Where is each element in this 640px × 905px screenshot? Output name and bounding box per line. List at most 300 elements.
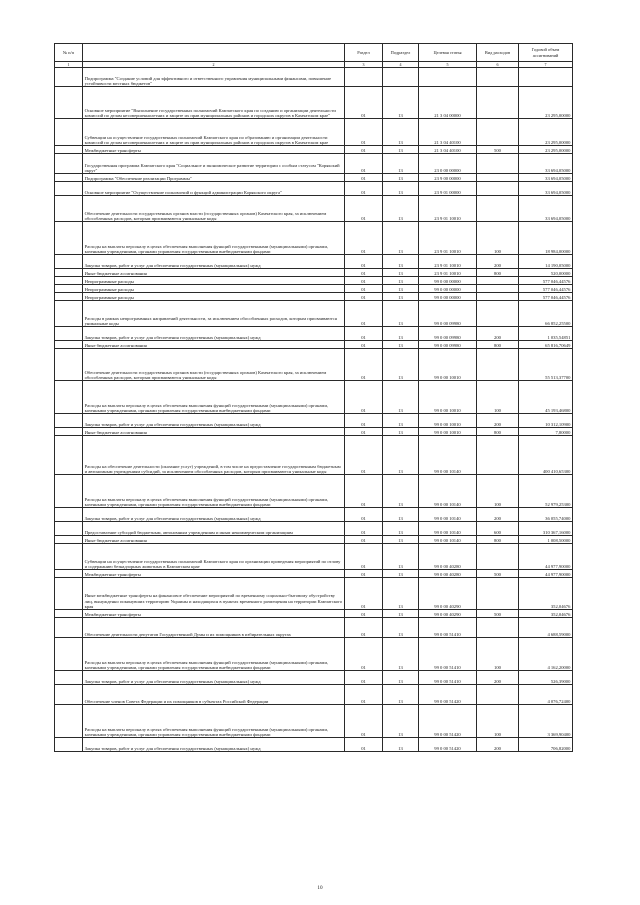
row-amount: 10 312,10900 xyxy=(519,414,573,428)
row-expense-kind: 200 xyxy=(477,671,519,685)
row-target-article: 99 0 00 00000 xyxy=(419,277,477,285)
budget-table xyxy=(54,43,573,752)
row-number xyxy=(55,269,83,277)
row-number xyxy=(55,277,83,285)
row-amount: 520,00000 xyxy=(519,269,573,277)
row-expense-kind xyxy=(477,196,519,222)
table-row xyxy=(55,578,573,610)
header-name xyxy=(83,44,345,62)
row-subsection: 13 xyxy=(383,154,419,174)
row-section: 01 xyxy=(345,428,383,436)
row-expense-kind: 800 xyxy=(477,269,519,277)
table-row xyxy=(55,508,573,522)
row-section: 01 xyxy=(345,349,383,381)
row-section: 01 xyxy=(345,705,383,738)
row-subsection: 13 xyxy=(383,381,419,414)
row-section xyxy=(345,68,383,87)
row-subsection: 13 xyxy=(383,428,419,436)
row-name: Непрограммные расходы xyxy=(83,277,345,285)
row-subsection: 13 xyxy=(383,327,419,341)
row-name: Закупка товаров, работ и услуг для обеспечения государственных (муниципальных) нужд xyxy=(83,414,345,428)
row-amount: 36 055,74000 xyxy=(519,508,573,522)
row-amount: 526,39000 xyxy=(519,671,573,685)
row-amount: 400 410,65300 xyxy=(519,436,573,475)
row-target-article: 21 3 04 00000 xyxy=(419,87,477,119)
row-amount: 352,04676 xyxy=(519,578,573,610)
row-name: Государственная программа Камчатского края "Социальное и экономическое развитие территории с особым статусом "Корякский округ" xyxy=(83,154,345,174)
row-number xyxy=(55,255,83,269)
row-amount: 44 977,90000 xyxy=(519,570,573,578)
row-target-article: 99 0 00 40280 xyxy=(419,544,477,570)
row-amount: 4 162,20000 xyxy=(519,638,573,671)
row-expense-kind xyxy=(477,618,519,638)
row-expense-kind xyxy=(477,301,519,327)
column-number: 6 xyxy=(477,62,519,68)
row-number xyxy=(55,705,83,738)
row-expense-kind: 800 xyxy=(477,341,519,349)
row-name: Закупка товаров, работ и услуг для обеспечения государственных (муниципальных) нужд xyxy=(83,738,345,752)
row-number xyxy=(55,610,83,618)
table-row xyxy=(55,301,573,327)
row-target-article: 23 0 00 00000 xyxy=(419,154,477,174)
header-number: № п/п xyxy=(55,44,83,62)
row-subsection: 13 xyxy=(383,196,419,222)
page-number: 10 xyxy=(317,885,323,891)
row-amount: 65 816,70649 xyxy=(519,341,573,349)
table-row xyxy=(55,154,573,174)
row-target-article: 99 0 00 51420 xyxy=(419,685,477,705)
row-section: 01 xyxy=(345,277,383,285)
row-name: Межбюджетные трансферты xyxy=(83,610,345,618)
row-name: Непрограммные расходы xyxy=(83,285,345,293)
row-subsection: 13 xyxy=(383,705,419,738)
row-target-article: 99 0 00 10010 xyxy=(419,381,477,414)
row-target-article: 23 9 01 00000 xyxy=(419,182,477,196)
row-subsection: 13 xyxy=(383,522,419,536)
row-number xyxy=(55,508,83,522)
row-expense-kind xyxy=(477,119,519,146)
row-name: Предоставление субсидий бюджетным, автономным учреждениям и иным некоммерческим организациям xyxy=(83,522,345,536)
table-row xyxy=(55,570,573,578)
row-subsection: 13 xyxy=(383,269,419,277)
row-section: 01 xyxy=(345,618,383,638)
row-subsection: 13 xyxy=(383,536,419,544)
row-subsection: 13 xyxy=(383,618,419,638)
row-amount: 23 295,00000 xyxy=(519,146,573,154)
row-number xyxy=(55,436,83,475)
row-number xyxy=(55,349,83,381)
row-number xyxy=(55,671,83,685)
row-expense-kind xyxy=(477,174,519,182)
table-row xyxy=(55,293,573,301)
row-target-article: 99 0 00 10140 xyxy=(419,522,477,536)
row-amount: 23 295,00000 xyxy=(519,87,573,119)
row-amount: 33 694,05000 xyxy=(519,182,573,196)
table-row xyxy=(55,87,573,119)
row-number xyxy=(55,522,83,536)
row-section: 01 xyxy=(345,146,383,154)
row-number xyxy=(55,570,83,578)
header-expense-kind: Вид расходов xyxy=(477,44,519,62)
row-section: 01 xyxy=(345,570,383,578)
row-section: 01 xyxy=(345,578,383,610)
row-section: 01 xyxy=(345,269,383,277)
budget-table-sheet xyxy=(54,43,572,752)
table-row xyxy=(55,269,573,277)
row-section: 01 xyxy=(345,327,383,341)
row-section: 01 xyxy=(345,87,383,119)
row-target-article: 21 3 04 40100 xyxy=(419,146,477,154)
row-expense-kind: 100 xyxy=(477,222,519,255)
row-expense-kind: 200 xyxy=(477,327,519,341)
table-row xyxy=(55,196,573,222)
column-number: 5 xyxy=(419,62,477,68)
column-number: 7 xyxy=(519,62,573,68)
row-number xyxy=(55,174,83,182)
row-section: 01 xyxy=(345,196,383,222)
row-expense-kind xyxy=(477,349,519,381)
row-target-article: 23 9 00 00000 xyxy=(419,174,477,182)
row-target-article xyxy=(419,68,477,87)
column-number: 1 xyxy=(55,62,83,68)
row-name: Закупка товаров, работ и услуг для обеспечения государственных (муниципальных) нужд xyxy=(83,671,345,685)
row-name: Расходы на выплаты персоналу в целях обеспечения выполнения функций государственными (муниципальными) органами, казенными учреждениями, органами управления государственными внебюджетными фондами xyxy=(83,381,345,414)
row-target-article: 23 9 01 10010 xyxy=(419,196,477,222)
row-name: Подпрограмма "Обеспечение реализации Программы" xyxy=(83,174,345,182)
row-expense-kind xyxy=(477,277,519,285)
table-row xyxy=(55,610,573,618)
row-expense-kind: 200 xyxy=(477,414,519,428)
row-number xyxy=(55,285,83,293)
row-number xyxy=(55,544,83,570)
row-target-article: 99 0 00 10010 xyxy=(419,349,477,381)
table-row xyxy=(55,119,573,146)
row-number xyxy=(55,536,83,544)
row-target-article: 99 0 00 51410 xyxy=(419,671,477,685)
row-name: Расходы на выплаты персоналу в целях обеспечения выполнения функций государственными (муниципальными) органами, казенными учреждениями, органами управления государственными внебюджетными фондами xyxy=(83,705,345,738)
table-row xyxy=(55,544,573,570)
row-name: Расходы на выплаты персоналу в целях обеспечения выполнения функций государственными (муниципальными) органами, казенными учреждениями, органами управления государственными внебюджетными фондами xyxy=(83,222,345,255)
row-target-article: 99 0 00 10140 xyxy=(419,508,477,522)
row-number xyxy=(55,327,83,341)
table-row xyxy=(55,255,573,269)
row-number xyxy=(55,293,83,301)
row-amount: 33 694,05000 xyxy=(519,174,573,182)
row-section: 01 xyxy=(345,119,383,146)
row-subsection: 13 xyxy=(383,222,419,255)
row-amount: 45 193,46800 xyxy=(519,381,573,414)
row-expense-kind: 800 xyxy=(477,428,519,436)
row-expense-kind xyxy=(477,436,519,475)
row-section: 01 xyxy=(345,610,383,618)
row-amount: 14 190,05000 xyxy=(519,255,573,269)
table-row xyxy=(55,414,573,428)
row-name: Иные бюджетные ассигнования xyxy=(83,536,345,544)
row-target-article: 23 9 01 10010 xyxy=(419,255,477,269)
row-target-article: 99 0 00 10140 xyxy=(419,436,477,475)
row-expense-kind xyxy=(477,544,519,570)
row-name: Межбюджетные трансферты xyxy=(83,570,345,578)
row-subsection: 13 xyxy=(383,255,419,269)
row-expense-kind xyxy=(477,285,519,293)
row-target-article: 99 0 00 40290 xyxy=(419,610,477,618)
row-expense-kind xyxy=(477,68,519,87)
row-number xyxy=(55,222,83,255)
row-name: Межбюджетные трансферты xyxy=(83,146,345,154)
table-row xyxy=(55,146,573,154)
row-target-article: 23 9 01 10010 xyxy=(419,269,477,277)
row-section: 01 xyxy=(345,685,383,705)
row-target-article: 99 0 00 10140 xyxy=(419,475,477,508)
table-row xyxy=(55,68,573,87)
row-amount: 4 076,72400 xyxy=(519,685,573,705)
row-name: Закупка товаров, работ и услуг для обеспечения государственных (муниципальных) нужд xyxy=(83,255,345,269)
row-section: 01 xyxy=(345,544,383,570)
header-subsection: Подраздел xyxy=(383,44,419,62)
column-number: 3 xyxy=(345,62,383,68)
row-section: 01 xyxy=(345,285,383,293)
row-subsection: 13 xyxy=(383,146,419,154)
row-section: 01 xyxy=(345,381,383,414)
header-annual-amount: Годовой объем ассигнований xyxy=(519,44,573,62)
row-target-article: 99 0 00 09980 xyxy=(419,301,477,327)
row-section: 01 xyxy=(345,738,383,752)
row-amount: 66 852,25500 xyxy=(519,301,573,327)
row-amount: 7,80000 xyxy=(519,428,573,436)
row-name: Обеспечение деятельности депутатов Государственной Думы и их помощников в избирательных округах xyxy=(83,618,345,638)
table-row xyxy=(55,618,573,638)
row-name: Субвенции на осуществление государственных полномочий Камчатского края по организации проведения мероприятий по отлову и содержанию безнадзорных животных в Камчатском крае xyxy=(83,544,345,570)
row-amount: 1 035,54851 xyxy=(519,327,573,341)
row-subsection: 13 xyxy=(383,182,419,196)
table-row xyxy=(55,522,573,536)
row-number xyxy=(55,196,83,222)
row-section: 01 xyxy=(345,536,383,544)
row-section: 01 xyxy=(345,154,383,174)
table-row xyxy=(55,174,573,182)
row-number xyxy=(55,381,83,414)
table-row xyxy=(55,738,573,752)
table-row xyxy=(55,277,573,285)
row-subsection: 13 xyxy=(383,685,419,705)
row-name: Иные бюджетные ассигнования xyxy=(83,341,345,349)
row-amount: 52 979,25300 xyxy=(519,475,573,508)
row-section: 01 xyxy=(345,255,383,269)
row-amount: 1 008,50000 xyxy=(519,536,573,544)
row-subsection: 13 xyxy=(383,277,419,285)
row-section: 01 xyxy=(345,475,383,508)
row-target-article: 99 0 00 51410 xyxy=(419,618,477,638)
row-subsection: 13 xyxy=(383,174,419,182)
table-row xyxy=(55,705,573,738)
row-section: 01 xyxy=(345,174,383,182)
row-subsection: 13 xyxy=(383,610,419,618)
row-amount: 310 367,16000 xyxy=(519,522,573,536)
row-expense-kind: 200 xyxy=(477,738,519,752)
row-expense-kind: 100 xyxy=(477,381,519,414)
row-number xyxy=(55,578,83,610)
table-row xyxy=(55,285,573,293)
row-expense-kind: 500 xyxy=(477,146,519,154)
row-expense-kind: 100 xyxy=(477,475,519,508)
row-expense-kind: 500 xyxy=(477,570,519,578)
row-expense-kind xyxy=(477,685,519,705)
row-name: Обеспечение деятельности государственных органов власти (государственных органов) Камчатского края, за исключением обособленных расходов, которым присваиваются уникальные коды xyxy=(83,196,345,222)
row-name: Иные бюджетные ассигнования xyxy=(83,269,345,277)
row-section: 01 xyxy=(345,671,383,685)
row-amount: 4 688,59000 xyxy=(519,618,573,638)
row-amount: 18 984,00000 xyxy=(519,222,573,255)
row-number xyxy=(55,301,83,327)
row-name: Основное мероприятие "Выполнение государственных полномочий Камчатского края по созданию и организации деятельности комиссий по делам несовершеннолетних и защите их прав муниципальных районов и городских округов в Камчатском крае" xyxy=(83,87,345,119)
row-target-article: 99 0 00 09980 xyxy=(419,327,477,341)
row-expense-kind xyxy=(477,87,519,119)
row-target-article: 99 0 00 10140 xyxy=(419,536,477,544)
row-amount: 33 694,05000 xyxy=(519,196,573,222)
row-target-article: 99 0 00 51420 xyxy=(419,738,477,752)
row-subsection: 13 xyxy=(383,349,419,381)
row-expense-kind xyxy=(477,293,519,301)
row-section: 01 xyxy=(345,414,383,428)
row-subsection: 13 xyxy=(383,738,419,752)
row-subsection: 13 xyxy=(383,285,419,293)
row-number xyxy=(55,475,83,508)
row-name: Расходы на обеспечение деятельности (оказание услуг) учреждений, в том числе на предоставление государственным бюджетным и автономным учреждениям субсидий, за исключением обособленных расходов, которым присваиваются уникальные коды xyxy=(83,436,345,475)
row-target-article: 99 0 00 00000 xyxy=(419,293,477,301)
row-number xyxy=(55,87,83,119)
row-section: 01 xyxy=(345,638,383,671)
table-row xyxy=(55,638,573,671)
row-section: 01 xyxy=(345,508,383,522)
row-subsection: 13 xyxy=(383,544,419,570)
row-name: Закупка товаров, работ и услуг для обеспечения государственных (муниципальных) нужд xyxy=(83,508,345,522)
row-number xyxy=(55,154,83,174)
table-header-row xyxy=(55,44,573,62)
row-amount: 577 046,44576 xyxy=(519,293,573,301)
row-subsection: 13 xyxy=(383,414,419,428)
row-target-article: 99 0 00 00000 xyxy=(419,285,477,293)
row-amount: 23 295,00000 xyxy=(519,119,573,146)
column-number: 4 xyxy=(383,62,419,68)
row-subsection: 13 xyxy=(383,301,419,327)
row-name: Обеспечение членов Совета Федерации и их помощников в субъектах Российской Федерации xyxy=(83,685,345,705)
table-row xyxy=(55,381,573,414)
row-number xyxy=(55,68,83,87)
row-target-article: 99 0 00 40280 xyxy=(419,570,477,578)
row-subsection: 13 xyxy=(383,578,419,610)
row-expense-kind: 200 xyxy=(477,255,519,269)
row-subsection: 13 xyxy=(383,436,419,475)
table-row xyxy=(55,475,573,508)
header-target-article: Целевая статья xyxy=(419,44,477,62)
row-number xyxy=(55,428,83,436)
row-target-article: 99 0 00 40290 xyxy=(419,578,477,610)
row-subsection xyxy=(383,68,419,87)
table-row xyxy=(55,349,573,381)
row-amount: 55 513,37700 xyxy=(519,349,573,381)
row-expense-kind: 200 xyxy=(477,508,519,522)
row-number xyxy=(55,618,83,638)
row-target-article: 99 0 00 51410 xyxy=(419,638,477,671)
header-section: Раздел xyxy=(345,44,383,62)
row-name: Обеспечение деятельности государственных органов власти (государственных органов) Камчатского края, за исключением обособленных расходов, которым присваиваются уникальные коды xyxy=(83,349,345,381)
row-name: Иные межбюджетные трансферты на финансовое обеспечение мероприятий по временному социально-бытовому обустройству лиц, вынужденно покинувших территорию Украины и находящихся в пунктах временного размещения на территории Камчатского края xyxy=(83,578,345,610)
row-expense-kind: 500 xyxy=(477,610,519,618)
table-row xyxy=(55,685,573,705)
row-section: 01 xyxy=(345,222,383,255)
table-row xyxy=(55,182,573,196)
row-target-article: 99 0 00 10010 xyxy=(419,428,477,436)
row-amount: 3 369,90400 xyxy=(519,705,573,738)
row-amount xyxy=(519,68,573,87)
row-number xyxy=(55,638,83,671)
table-row xyxy=(55,327,573,341)
row-number xyxy=(55,341,83,349)
row-section: 01 xyxy=(345,293,383,301)
row-target-article: 99 0 00 10010 xyxy=(419,414,477,428)
row-name: Расходы на выплаты персоналу в целях обеспечения выполнения функций государственными (муниципальными) органами, казенными учреждениями, органами управления государственными внебюджетными фондами xyxy=(83,475,345,508)
row-expense-kind: 100 xyxy=(477,705,519,738)
row-amount: 352,04676 xyxy=(519,610,573,618)
row-name: Иные бюджетные ассигнования xyxy=(83,428,345,436)
row-number xyxy=(55,146,83,154)
row-amount: 577 046,44576 xyxy=(519,277,573,285)
row-number xyxy=(55,685,83,705)
row-name: Подпрограмма "Создание условий для эффективного и ответственного управления муниципальными финансами, повышение устойчивости местных бюджетов" xyxy=(83,68,345,87)
table-row xyxy=(55,341,573,349)
row-subsection: 13 xyxy=(383,293,419,301)
row-section: 01 xyxy=(345,341,383,349)
table-row xyxy=(55,671,573,685)
row-amount: 577 046,44576 xyxy=(519,285,573,293)
table-row xyxy=(55,428,573,436)
row-target-article: 21 3 04 40100 xyxy=(419,119,477,146)
row-amount: 706,82000 xyxy=(519,738,573,752)
row-name: Закупка товаров, работ и услуг для обеспечения государственных (муниципальных) нужд xyxy=(83,327,345,341)
row-amount: 33 694,05000 xyxy=(519,154,573,174)
row-expense-kind: 800 xyxy=(477,536,519,544)
row-number xyxy=(55,738,83,752)
row-target-article: 23 9 01 10010 xyxy=(419,222,477,255)
row-name: Непрограммные расходы xyxy=(83,293,345,301)
row-expense-kind: 100 xyxy=(477,638,519,671)
row-subsection: 13 xyxy=(383,671,419,685)
table-row xyxy=(55,222,573,255)
row-subsection: 13 xyxy=(383,475,419,508)
row-target-article: 99 0 00 09980 xyxy=(419,341,477,349)
row-subsection: 13 xyxy=(383,570,419,578)
row-subsection: 13 xyxy=(383,87,419,119)
row-subsection: 13 xyxy=(383,508,419,522)
row-number xyxy=(55,119,83,146)
row-section: 01 xyxy=(345,182,383,196)
row-expense-kind: 600 xyxy=(477,522,519,536)
row-expense-kind xyxy=(477,154,519,174)
row-section: 01 xyxy=(345,436,383,475)
row-amount: 44 977,90000 xyxy=(519,544,573,570)
table-row xyxy=(55,536,573,544)
row-subsection: 13 xyxy=(383,638,419,671)
row-name: Расходы на выплаты персоналу в целях обеспечения выполнения функций государственными (муниципальными) органами, казенными учреждениями, органами управления государственными внебюджетными фондами xyxy=(83,638,345,671)
row-subsection: 13 xyxy=(383,119,419,146)
table-row xyxy=(55,436,573,475)
row-section: 01 xyxy=(345,301,383,327)
column-number: 2 xyxy=(83,62,345,68)
row-section: 01 xyxy=(345,522,383,536)
row-number xyxy=(55,182,83,196)
row-number xyxy=(55,414,83,428)
row-subsection: 13 xyxy=(383,341,419,349)
